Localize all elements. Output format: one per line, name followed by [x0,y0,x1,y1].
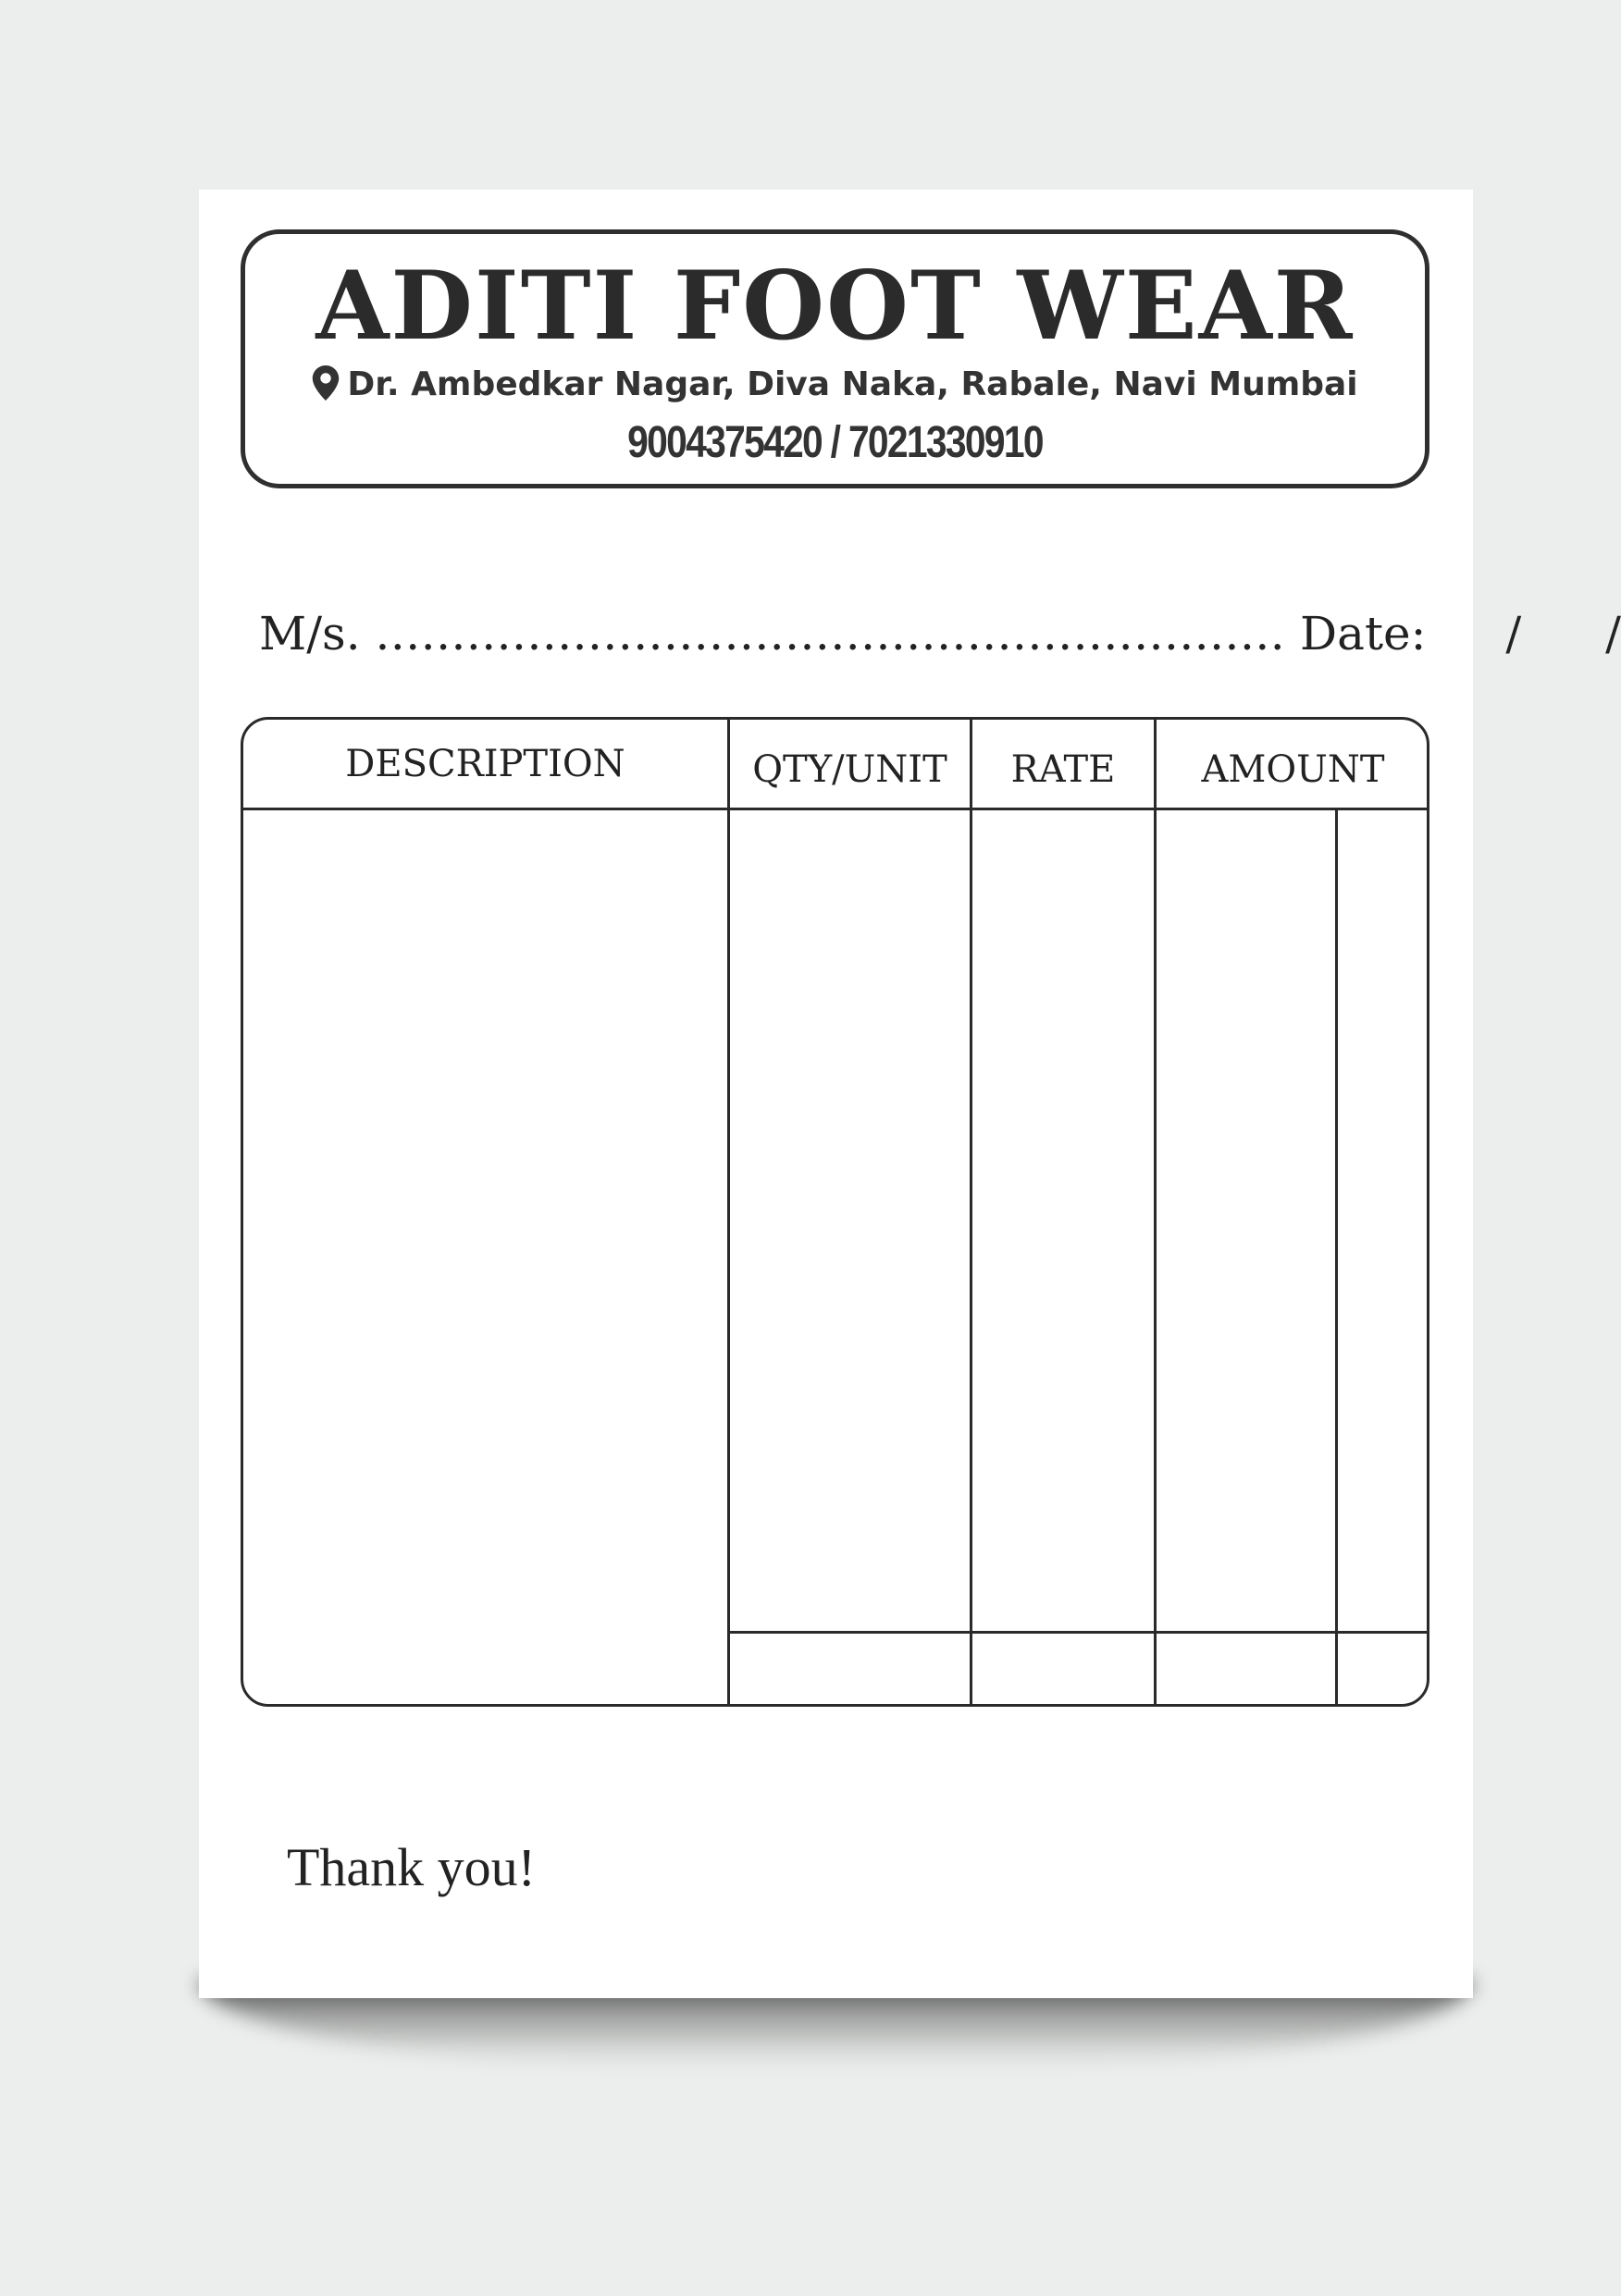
total-row-divider [729,1631,1427,1634]
items-table [241,717,1429,1707]
party-row [259,607,1621,660]
bill-sheet [199,190,1621,1998]
date-label: Date: [1300,607,1427,660]
column-header-rate: RATE [1010,748,1116,791]
location-pin-icon [312,365,340,401]
shop-phones: 9004375420 / 7021330910 [627,418,1043,467]
ms-fill-line[interactable]: ............................................................ [375,607,1286,660]
column-header-description: DESCRIPTION [345,743,625,785]
amount-subdivider [1335,808,1338,1704]
date-separator: / [1605,607,1621,660]
column-divider [1154,720,1157,1704]
address-row [245,365,1425,403]
date-separator: / [1505,607,1522,660]
header-divider [243,808,1427,810]
shop-header [241,229,1429,488]
column-header-qty-unit: QTY/UNIT [752,748,947,791]
column-header-amount: AMOUNT [1201,748,1385,791]
ms-label: M/s. [259,607,361,660]
column-divider [727,720,730,1704]
column-divider [970,720,972,1704]
thank-you-note: Thank you! [287,1837,536,1897]
shop-address: Dr. Ambedkar Nagar, Diva Naka, Rabale, Navi Mumbai [347,365,1358,403]
shop-name: ADITI FOOT WEAR [316,251,1355,362]
